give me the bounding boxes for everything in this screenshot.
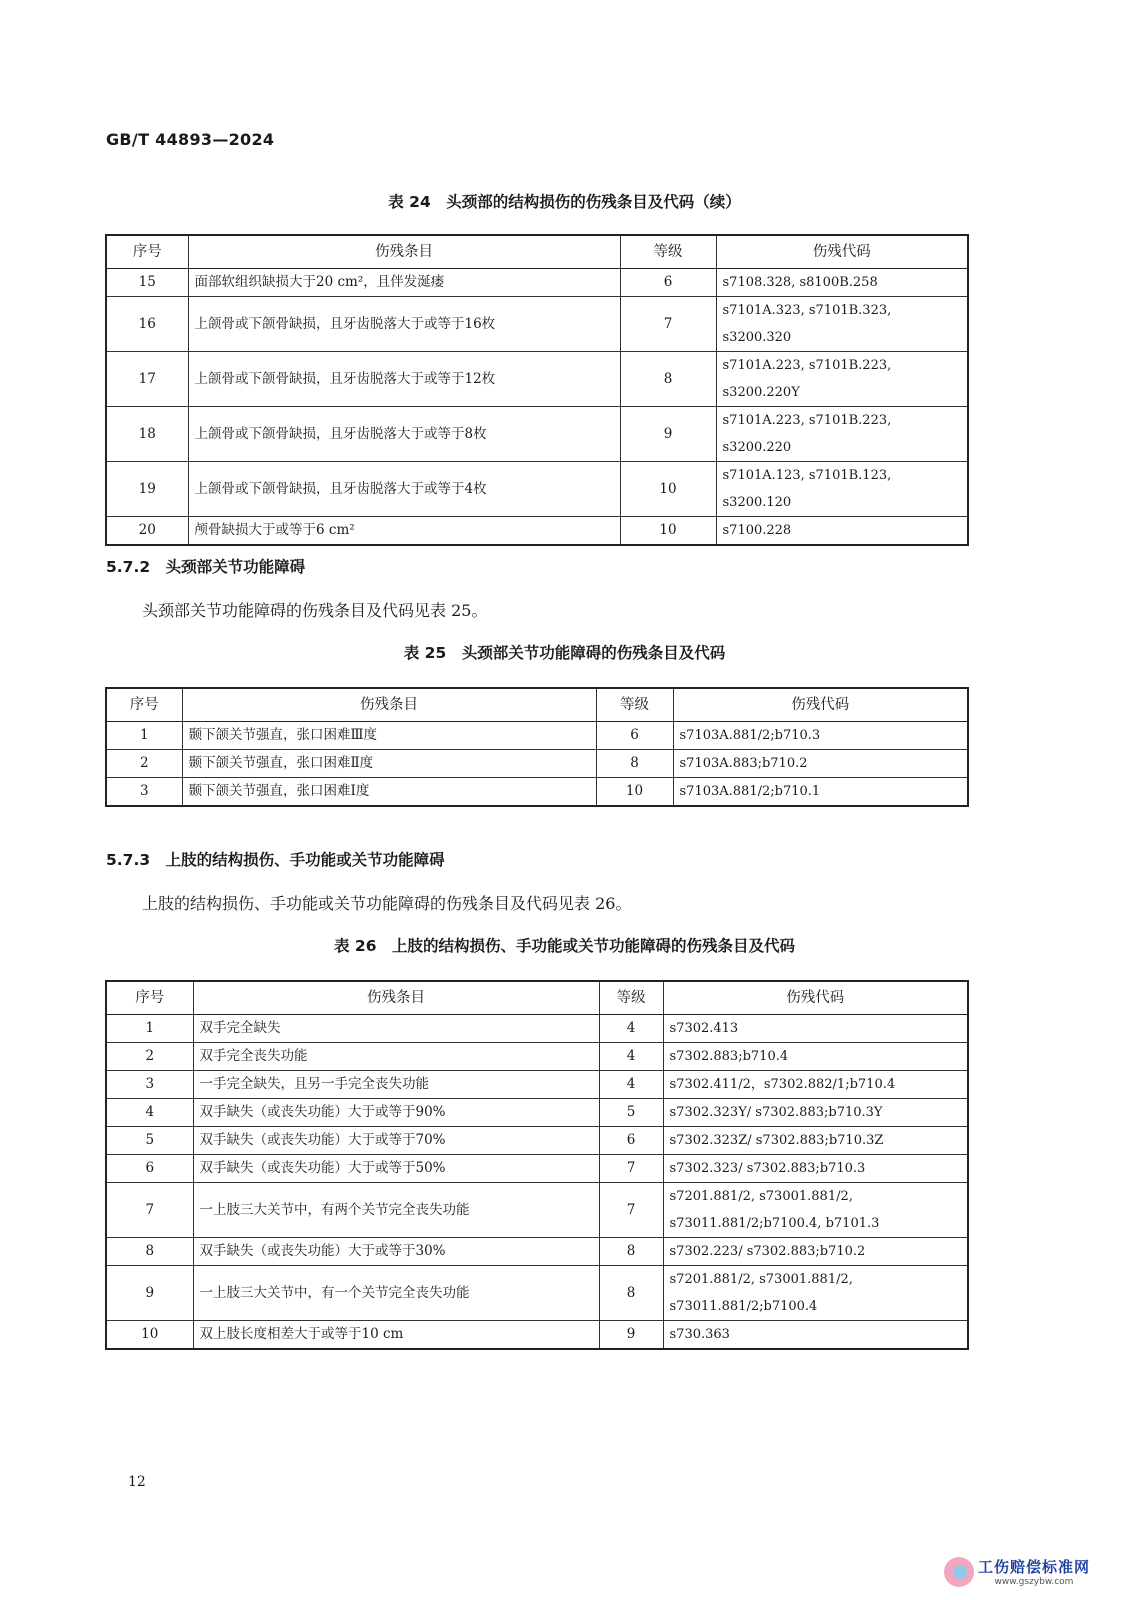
row-code-line: s3200.120 bbox=[722, 495, 792, 510]
row-code bbox=[663, 1321, 968, 1350]
row-code-line: s7101A.223, s7101B.223, s3200.220 bbox=[722, 413, 892, 455]
table-row bbox=[106, 1043, 968, 1071]
row-item: 双手缺失（或丧失功能）大于或等于30% bbox=[193, 1238, 599, 1266]
row-code-line: s730.363 bbox=[669, 1327, 730, 1342]
row-code-line: s7302.323Y/ s7302.883;b710.3Y bbox=[669, 1105, 883, 1120]
col-header-item: 伤残条目 bbox=[182, 688, 596, 722]
row-item: 双手完全丧失功能 bbox=[193, 1043, 599, 1071]
row-level: 9 bbox=[599, 1321, 663, 1350]
col-header-level: 等级 bbox=[599, 981, 663, 1015]
row-code bbox=[716, 269, 968, 297]
row-code bbox=[716, 462, 968, 517]
row-item: 上颌骨或下颌骨缺损，且牙齿脱落大于或等于16枚 bbox=[188, 297, 620, 352]
row-level: 7 bbox=[599, 1155, 663, 1183]
row-no: 1 bbox=[106, 722, 182, 750]
row-code-line: s7302.883;b710.4 bbox=[669, 1049, 789, 1064]
col-header-level: 等级 bbox=[620, 235, 716, 269]
row-item: 颞下颌关节强直，张口困难Ⅲ度 bbox=[182, 722, 596, 750]
row-no: 16 bbox=[106, 297, 188, 352]
row-code bbox=[673, 778, 968, 807]
row-code bbox=[716, 297, 968, 352]
col-header-code: 伤残代码 bbox=[716, 235, 968, 269]
row-item: 颅骨缺损大于或等于6 cm² bbox=[188, 517, 620, 546]
col-header-item: 伤残条目 bbox=[193, 981, 599, 1015]
row-code-line: s7302.411/2，s7302.882/1;b710.4 bbox=[669, 1077, 896, 1092]
table-row bbox=[106, 1238, 968, 1266]
table-row bbox=[106, 750, 968, 778]
row-no: 5 bbox=[106, 1127, 193, 1155]
row-level: 10 bbox=[620, 517, 716, 546]
table-row bbox=[106, 269, 968, 297]
row-item: 双手缺失（或丧失功能）大于或等于50% bbox=[193, 1155, 599, 1183]
table-row bbox=[106, 1155, 968, 1183]
table25 bbox=[105, 687, 969, 807]
col-header-code: 伤残代码 bbox=[673, 688, 968, 722]
row-level: 8 bbox=[599, 1266, 663, 1321]
row-level: 10 bbox=[596, 778, 673, 807]
row-no: 9 bbox=[106, 1266, 193, 1321]
table-row bbox=[106, 1183, 968, 1238]
row-code-line: s7302.223/ s7302.883;b710.2 bbox=[669, 1244, 866, 1259]
row-level: 7 bbox=[620, 297, 716, 352]
row-level: 6 bbox=[596, 722, 673, 750]
row-code-line: s7103A.883;b710.2 bbox=[679, 756, 808, 771]
col-header-no: 序号 bbox=[106, 981, 193, 1015]
row-level: 9 bbox=[620, 407, 716, 462]
row-item: 双上肢长度相差大于或等于10 cm bbox=[193, 1321, 599, 1350]
row-item: 上颌骨或下颌骨缺损，且牙齿脱落大于或等于8枚 bbox=[188, 407, 620, 462]
row-level: 7 bbox=[599, 1183, 663, 1238]
row-code bbox=[663, 1155, 968, 1183]
row-code-line: s3200.220Y bbox=[722, 385, 800, 400]
flower-logo-icon bbox=[944, 1557, 974, 1587]
table-row bbox=[106, 407, 968, 462]
table-row bbox=[106, 1321, 968, 1350]
row-level: 5 bbox=[599, 1099, 663, 1127]
row-item: 一上肢三大关节中，有一个关节完全丧失功能 bbox=[193, 1266, 599, 1321]
row-level: 4 bbox=[599, 1015, 663, 1043]
row-code-line: s7101A.123, s7101B.123, bbox=[722, 468, 892, 483]
row-code bbox=[716, 407, 968, 462]
row-no: 6 bbox=[106, 1155, 193, 1183]
section-5-7-3-heading: 5.7.3 上肢的结构损伤、手功能或关节功能障碍 bbox=[106, 851, 445, 869]
row-item: 双手缺失（或丧失功能）大于或等于70% bbox=[193, 1127, 599, 1155]
row-code-line: s7302.413 bbox=[669, 1021, 739, 1036]
row-code-line: s7101A.223, s7101B.223, bbox=[722, 358, 892, 373]
row-item: 双手完全缺失 bbox=[193, 1015, 599, 1043]
table-row bbox=[106, 1071, 968, 1099]
row-code bbox=[663, 1238, 968, 1266]
table-row bbox=[106, 297, 968, 352]
table24-caption: 表 24 头颈部的结构损伤的伤残条目及代码（续） bbox=[388, 193, 741, 211]
row-level: 8 bbox=[620, 352, 716, 407]
row-code-line: s3200.320 bbox=[722, 330, 792, 345]
row-item: 上颌骨或下颌骨缺损，且牙齿脱落大于或等于4枚 bbox=[188, 462, 620, 517]
section-5-7-2-text: 头颈部关节功能障碍的伤残条目及代码见表 25。 bbox=[142, 601, 488, 620]
row-no: 2 bbox=[106, 750, 182, 778]
row-no: 1 bbox=[106, 1015, 193, 1043]
row-code-line: s7103A.881/2;b710.3 bbox=[679, 728, 821, 743]
row-no: 15 bbox=[106, 269, 188, 297]
col-header-code: 伤残代码 bbox=[663, 981, 968, 1015]
row-level: 10 bbox=[620, 462, 716, 517]
table-row bbox=[106, 722, 968, 750]
row-no: 10 bbox=[106, 1321, 193, 1350]
row-code bbox=[716, 352, 968, 407]
row-item: 一上肢三大关节中，有两个关节完全丧失功能 bbox=[193, 1183, 599, 1238]
row-code-line: s7100.228 bbox=[722, 523, 792, 538]
row-no: 4 bbox=[106, 1099, 193, 1127]
row-code bbox=[663, 1071, 968, 1099]
row-no: 2 bbox=[106, 1043, 193, 1071]
row-code-line: s7108.328, s8100B.258 bbox=[722, 275, 878, 290]
row-code bbox=[716, 517, 968, 546]
row-no: 19 bbox=[106, 462, 188, 517]
row-code-line: s73011.881/2;b7100.4, b7101.3 bbox=[669, 1216, 880, 1231]
row-code bbox=[663, 1099, 968, 1127]
row-code bbox=[663, 1183, 968, 1238]
table24 bbox=[105, 234, 969, 546]
watermark bbox=[944, 1556, 1090, 1587]
table-row bbox=[106, 352, 968, 407]
standard-id: GB/T 44893—2024 bbox=[106, 130, 275, 149]
table-row bbox=[106, 1099, 968, 1127]
table25-caption: 表 25 头颈部关节功能障碍的伤残条目及代码 bbox=[403, 644, 726, 662]
row-level: 6 bbox=[620, 269, 716, 297]
page-number: 12 bbox=[128, 1474, 146, 1490]
table-row bbox=[106, 517, 968, 546]
row-code bbox=[673, 750, 968, 778]
row-code-line: s7201.881/2, s73001.881/2, bbox=[669, 1272, 853, 1287]
row-code bbox=[663, 1043, 968, 1071]
col-header-level: 等级 bbox=[596, 688, 673, 722]
row-item: 双手缺失（或丧失功能）大于或等于90% bbox=[193, 1099, 599, 1127]
table-row bbox=[106, 1015, 968, 1043]
row-no: 8 bbox=[106, 1238, 193, 1266]
row-item: 颞下颌关节强直，张口困难Ⅰ度 bbox=[182, 778, 596, 807]
row-code bbox=[663, 1266, 968, 1321]
row-no: 3 bbox=[106, 778, 182, 807]
row-level: 4 bbox=[599, 1071, 663, 1099]
row-item: 颞下颌关节强直，张口困难Ⅱ度 bbox=[182, 750, 596, 778]
row-code-line: s7302.323Z/ s7302.883;b710.3Z bbox=[669, 1133, 884, 1148]
row-no: 3 bbox=[106, 1071, 193, 1099]
table26-caption: 表 26 上肢的结构损伤、手功能或关节功能障碍的伤残条目及代码 bbox=[334, 937, 795, 955]
row-level: 8 bbox=[596, 750, 673, 778]
watermark-url: www.gszybw.com bbox=[994, 1577, 1074, 1587]
row-level: 6 bbox=[599, 1127, 663, 1155]
row-level: 8 bbox=[599, 1238, 663, 1266]
row-level: 4 bbox=[599, 1043, 663, 1071]
section-5-7-2-heading: 5.7.2 头颈部关节功能障碍 bbox=[106, 558, 306, 576]
col-header-no: 序号 bbox=[106, 688, 182, 722]
row-code-line: s7201.881/2, s73001.881/2, bbox=[669, 1189, 853, 1204]
row-no: 7 bbox=[106, 1183, 193, 1238]
row-no: 18 bbox=[106, 407, 188, 462]
table-row bbox=[106, 462, 968, 517]
table-row bbox=[106, 1127, 968, 1155]
row-code-line: s7302.323/ s7302.883;b710.3 bbox=[669, 1161, 866, 1176]
row-no: 17 bbox=[106, 352, 188, 407]
row-code bbox=[663, 1127, 968, 1155]
row-code bbox=[673, 722, 968, 750]
col-header-no: 序号 bbox=[106, 235, 188, 269]
table-row bbox=[106, 778, 968, 807]
row-item: 面部软组织缺损大于20 cm²，且伴发涎瘘 bbox=[188, 269, 620, 297]
row-code-line: s7101A.323, s7101B.323, bbox=[722, 303, 892, 318]
row-code-line: s7103A.881/2;b710.1 bbox=[679, 784, 821, 799]
watermark-title: 工伤赔偿标准网 bbox=[978, 1558, 1091, 1576]
table-row bbox=[106, 1266, 968, 1321]
row-item: 上颌骨或下颌骨缺损，且牙齿脱落大于或等于12枚 bbox=[188, 352, 620, 407]
row-item: 一手完全缺失，且另一手完全丧失功能 bbox=[193, 1071, 599, 1099]
row-code-line: s73011.881/2;b7100.4 bbox=[669, 1299, 818, 1314]
row-code bbox=[663, 1015, 968, 1043]
table26 bbox=[105, 980, 969, 1350]
row-no: 20 bbox=[106, 517, 188, 546]
section-5-7-3-text: 上肢的结构损伤、手功能或关节功能障碍的伤残条目及代码见表 26。 bbox=[142, 894, 632, 913]
col-header-item: 伤残条目 bbox=[188, 235, 620, 269]
